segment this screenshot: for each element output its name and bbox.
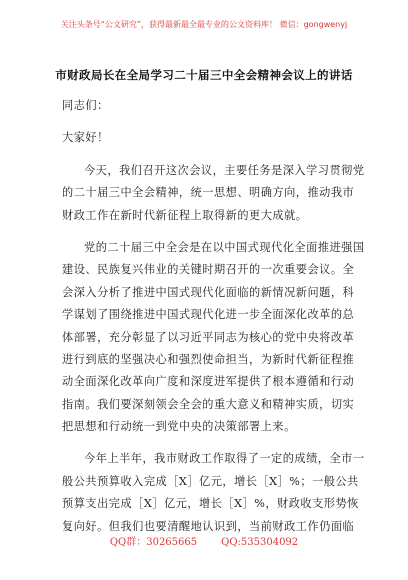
footer-qq-group: QQ群：30265665: [109, 537, 198, 548]
footer-contact: [0, 536, 408, 550]
paragraph-line: 动全面深化改革向广度和深度进军提供了根本遵循和行动: [62, 375, 355, 389]
paragraph-line: 财政工作在新时代新征程上取得新的更大成就。: [62, 208, 308, 222]
paragraph-line: 预算支出完成［X］亿元，增长［X］%，财政收支形势恢: [62, 497, 359, 511]
salutation-line: 同志们：: [62, 99, 109, 112]
paragraph-line: 党的二十届三中全会是在以中国式现代化全面推进强国: [84, 240, 365, 254]
header-banner: 关注头条号“公文研究”，获得最新最全最专业的公文资料库！ 微信：gongwenyj: [60, 20, 348, 29]
paragraph-2: [62, 237, 365, 439]
paragraph-line: 复向好。但我们也要清醒地认识到，当前财政工作仍面临: [62, 519, 355, 533]
paragraph-3: [62, 448, 365, 538]
paragraph-line: 体部署，充分彰显了以习近平同志为核心的党中央将改革: [62, 330, 355, 344]
document-body: [62, 95, 365, 538]
paragraph-line: 会深入分析了推进中国式现代化面临的新情况新问题，科: [62, 285, 355, 299]
greeting-line: 大家好！: [62, 131, 109, 145]
paragraph-line: 般公共预算收入完成［X］亿元，增长［X］%；一般公共: [62, 474, 359, 488]
footer-qq-number: QQ:535304092: [221, 537, 299, 548]
paragraph-line: 今天，我们召开这次会议，主要任务是深入学习贯彻党: [84, 163, 365, 177]
paragraph-line: 建设、民族复兴伟业的关键时期召开的一次重要会议。全: [62, 263, 355, 277]
paragraph-line: 指南。我们要深刻领会全会的重大意义和精神实质，切实: [62, 397, 355, 411]
paragraph-1: [62, 160, 365, 227]
paragraph-line: 的二十届三中全会精神，统一思想、明确方向，推动我市: [62, 186, 355, 200]
paragraph-line: 把思想和行动统一到党中央的决策部署上来。: [62, 420, 296, 434]
document-title: 市财政局长在全局学习二十届三中全会精神会议上的讲话: [55, 68, 353, 82]
paragraph-line: 进行到底的坚强决心和强烈使命担当，为新时代新征程推: [62, 352, 355, 366]
paragraph-line: 学谋划了围绕推进中国式现代化进一步全面深化改革的总: [62, 308, 355, 322]
paragraph-line: 今年上半年，我市财政工作取得了一定的成绩，全市一: [84, 452, 365, 466]
